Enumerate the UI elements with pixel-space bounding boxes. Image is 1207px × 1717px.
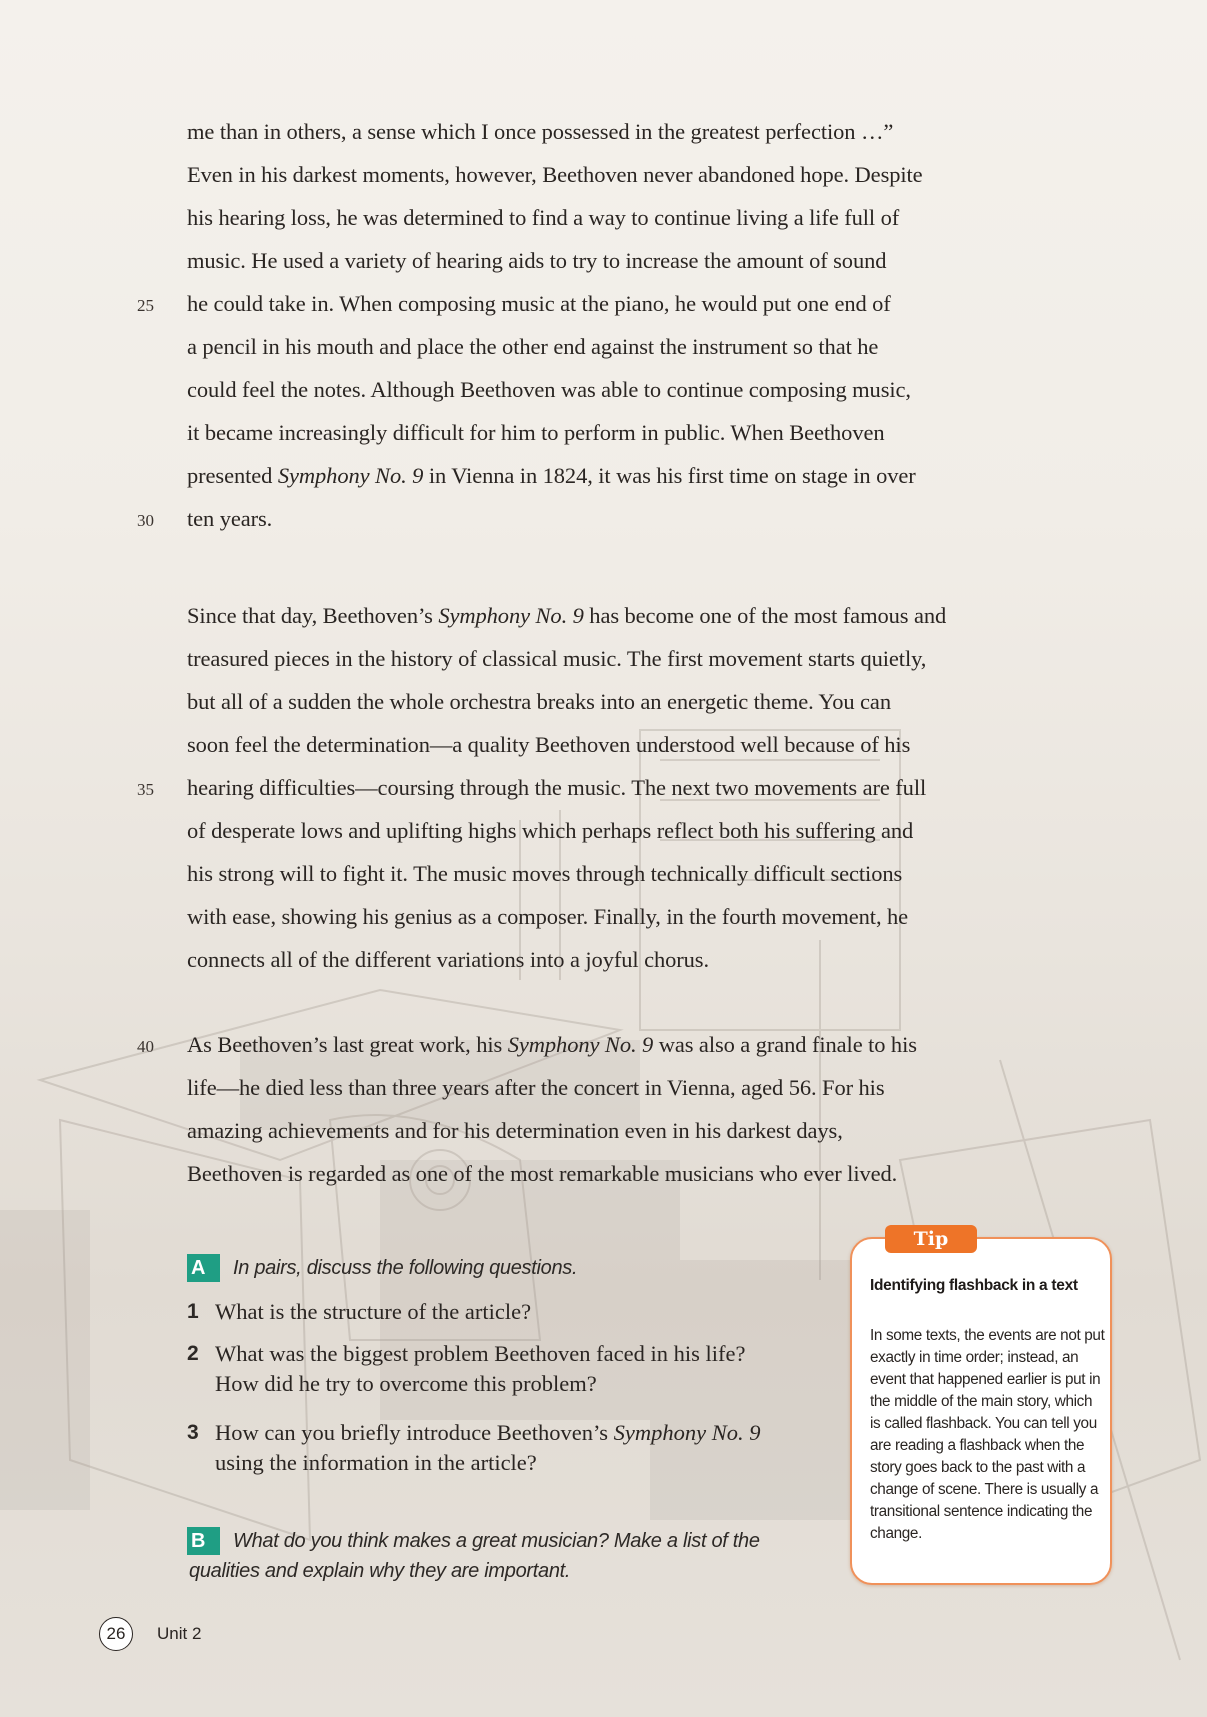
text-segment: As Beethoven’s last great work, his	[187, 1032, 508, 1057]
text-segment: connects all of the different variations into a joyful chorus.	[187, 947, 709, 972]
article-line	[187, 505, 272, 533]
article-line	[187, 118, 893, 146]
article-line	[187, 860, 902, 888]
question-number: 1	[187, 1300, 199, 1323]
line-number: 25	[137, 296, 154, 315]
exercise-a-instruction: In pairs, discuss the following questions.	[233, 1257, 578, 1279]
italic-title: Symphony No. 9	[438, 603, 584, 628]
text-segment: using the information in the article?	[215, 1450, 537, 1475]
article-line	[187, 462, 916, 490]
article-line	[187, 903, 908, 931]
text-segment: hearing difficulties—coursing through the music. The next two movements are full	[187, 775, 927, 800]
article-line	[187, 1074, 885, 1102]
article-line	[187, 817, 913, 845]
exercise-a-badge: A	[187, 1254, 220, 1282]
italic-title: Symphony No. 9	[613, 1420, 761, 1445]
unit-label: Unit 2	[157, 1624, 202, 1643]
text-segment: soon feel the determination—a quality Beethoven understood well because of his	[187, 732, 911, 757]
exercise-b-instruction-line1: What do you think makes a great musician? Make a list of the	[233, 1530, 760, 1552]
article-line	[187, 290, 891, 318]
text-segment: treasured pieces in the history of classical music. The first movement starts quietly,	[187, 646, 927, 671]
text-segment: was also a grand finale to his	[653, 1032, 917, 1057]
text-segment: has become one of the most famous and	[583, 603, 947, 628]
text-segment: music. He used a variety of hearing aids to try to increase the amount of sound	[187, 248, 887, 273]
question-text	[215, 1339, 745, 1369]
text-segment: How can you briefly introduce Beethoven’s	[215, 1420, 614, 1445]
text-segment: he could take in. When composing music at the piano, he would put one end of	[187, 291, 891, 316]
article-line	[187, 946, 709, 974]
text-segment: me than in others, a sense which I once possessed in the greatest perfection …”	[187, 119, 894, 144]
text-segment: of desperate lows and uplifting highs which perhaps reflect both his suffering and	[187, 818, 914, 843]
article-line	[187, 731, 910, 759]
article-line	[187, 602, 946, 630]
text-segment: presented	[187, 463, 278, 488]
question-text	[215, 1297, 531, 1327]
text-segment: a pencil in his mouth and place the other end against the instrument so that he	[187, 334, 879, 359]
text-segment: Beethoven is regarded as one of the most remarkable musicians who ever lived.	[187, 1161, 898, 1186]
article-line	[187, 774, 926, 802]
question-number: 2	[187, 1342, 199, 1365]
text-segment: Since that day, Beethoven’s	[187, 603, 439, 628]
article-line	[187, 204, 899, 232]
text-segment: ten years.	[187, 506, 273, 531]
text-segment: What was the biggest problem Beethoven faced in his life?	[215, 1341, 746, 1366]
tip-tab-label: Tip	[885, 1225, 977, 1253]
article-line	[187, 1031, 917, 1059]
line-number: 40	[137, 1037, 154, 1056]
text-segment: amazing achievements and for his determination even in his darkest days,	[187, 1118, 843, 1143]
italic-title: Symphony No. 9	[507, 1032, 654, 1057]
exercise-b-badge: B	[187, 1527, 220, 1555]
article-line	[187, 419, 885, 447]
italic-title: Symphony No. 9	[277, 463, 424, 488]
article-line	[187, 161, 923, 189]
line-number: 30	[137, 511, 154, 530]
exercise-b-instruction-line2: qualities and explain why they are important.	[189, 1560, 571, 1582]
article-line	[187, 376, 911, 404]
text-segment: What is the structure of the article?	[215, 1299, 532, 1324]
question-text	[215, 1448, 537, 1478]
text-segment: life—he died less than three years after the concert in Vienna, aged 56. For his	[187, 1075, 885, 1100]
article-line	[187, 1117, 843, 1145]
text-segment: Even in his darkest moments, however, Beethoven never abandoned hope. Despite	[187, 162, 923, 187]
text-segment: it became increasingly difficult for him to perform in public. When Beethoven	[187, 420, 885, 445]
text-segment: his hearing loss, he was determined to find a way to continue living a life full of	[187, 205, 900, 230]
text-segment: with ease, showing his genius as a composer. Finally, in the fourth movement, he	[187, 904, 909, 929]
tip-body: In some texts, the events are not put exactly in time order; instead, an event that happened earlier is put in the middle of the main story, which is called flashback. You can tell you are reading a flashback when the story goes back to the past with a change of scene. There is usually a transitional sentence indicating the change.	[870, 1327, 1105, 1542]
text-segment: in Vienna in 1824, it was his first time on stage in over	[423, 463, 916, 488]
page-number: 26	[99, 1617, 133, 1651]
article-line	[187, 688, 891, 716]
line-number: 35	[137, 780, 154, 799]
question-number: 3	[187, 1421, 199, 1444]
text-segment: How did he try to overcome this problem?	[215, 1371, 597, 1396]
article-line	[187, 645, 926, 673]
question-text	[215, 1369, 597, 1399]
text-segment: but all of a sudden the whole orchestra breaks into an energetic theme. You can	[187, 689, 891, 714]
article-line	[187, 247, 886, 275]
tip-title: Identifying flashback in a text	[870, 1277, 1078, 1294]
article-line	[187, 1160, 897, 1188]
text-segment: his strong will to fight it. The music moves through technically difficult sections	[187, 861, 903, 886]
article-line	[187, 333, 878, 361]
text-segment: could feel the notes. Although Beethoven was able to continue composing music,	[187, 377, 911, 402]
question-text	[215, 1418, 761, 1448]
